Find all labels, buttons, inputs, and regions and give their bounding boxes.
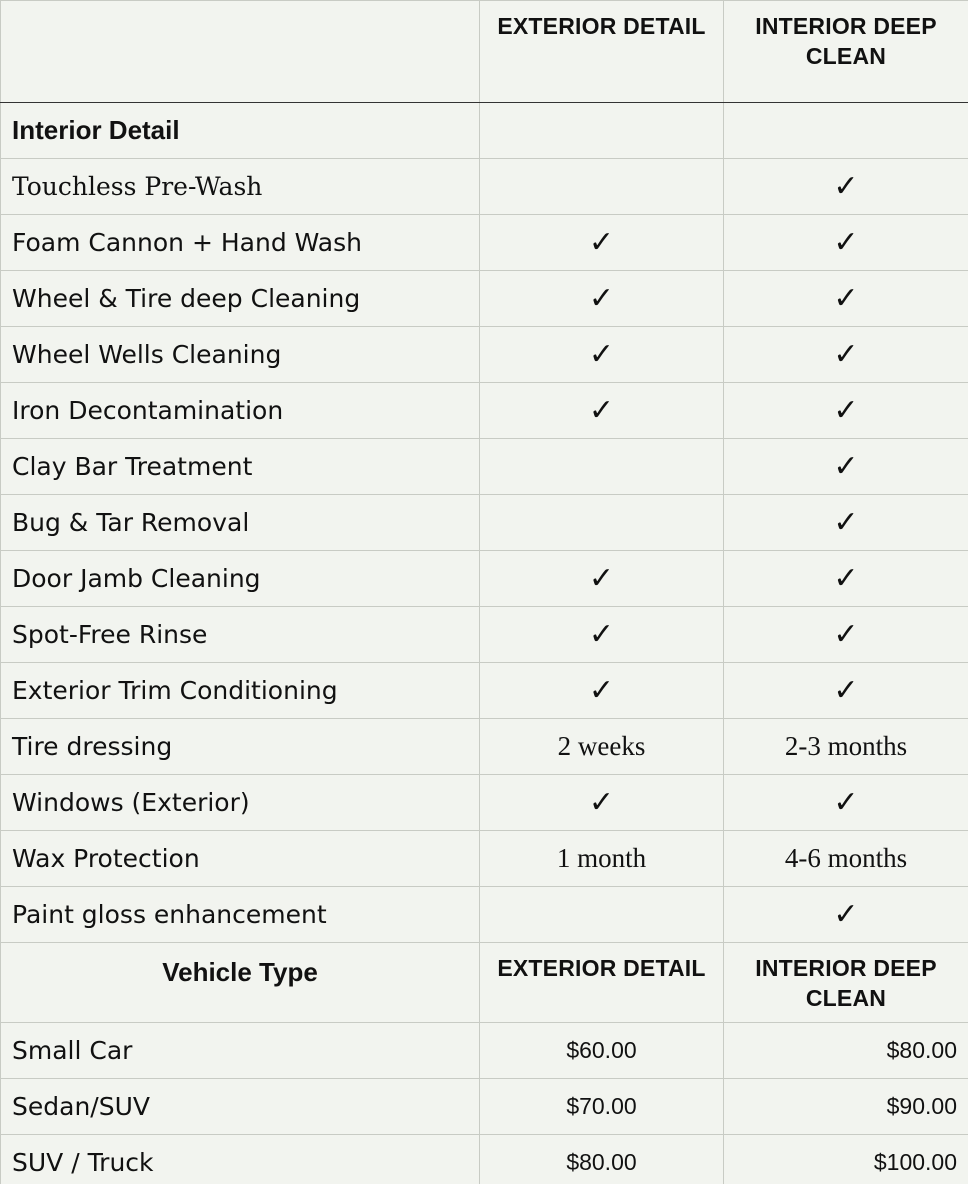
service-row [1, 383, 968, 439]
interior-price: $90.00 [886, 1093, 957, 1119]
service-name: Iron Decontamination [12, 396, 284, 425]
interior-included-check-icon: ✓ [833, 224, 859, 260]
service-name: Clay Bar Treatment [12, 452, 253, 481]
service-row [1, 159, 968, 215]
service-row [1, 719, 968, 775]
exterior-duration: 1 month [556, 843, 647, 873]
interior-included-check-icon: ✓ [833, 896, 859, 932]
pricing-header-row [1, 943, 968, 1023]
service-name: Foam Cannon + Hand Wash [12, 228, 362, 257]
header-empty-cell [1, 1, 480, 103]
interior-included-check-icon: ✓ [833, 504, 859, 540]
service-name: Bug & Tar Removal [12, 508, 250, 537]
exterior-included-check-icon: ✓ [588, 560, 615, 596]
service-name: Exterior Trim Conditioning [12, 676, 338, 705]
interior-included-check-icon: ✓ [833, 616, 859, 652]
header-interior-label: INTERIOR DEEP CLEAN [755, 13, 937, 69]
interior-price: $100.00 [873, 1149, 957, 1175]
pricing-header-interior: INTERIOR DEEP CLEAN [755, 955, 937, 1011]
service-row [1, 327, 968, 383]
interior-price: $80.00 [886, 1037, 957, 1063]
pricing-header-exterior: EXTERIOR DETAIL [497, 955, 706, 981]
vehicle-name: Small Car [12, 1036, 133, 1065]
interior-included-check-icon: ✓ [833, 784, 859, 820]
vehicle-name: Sedan/SUV [12, 1092, 150, 1121]
interior-duration: 2-3 months [784, 731, 908, 761]
service-name: Touchless Pre-Wash [12, 172, 263, 201]
interior-included-check-icon: ✓ [833, 560, 859, 596]
price-row [1, 1135, 968, 1184]
table-header-row [1, 1, 968, 103]
service-row [1, 831, 968, 887]
service-row [1, 271, 968, 327]
service-name: Wheel & Tire deep Cleaning [12, 284, 361, 313]
service-row [1, 439, 968, 495]
section-title-row [1, 103, 968, 159]
exterior-included-check-icon: ✓ [588, 224, 615, 260]
exterior-included-check-icon: ✓ [588, 784, 615, 820]
vehicle-type-header: Vehicle Type [162, 957, 318, 987]
exterior-price: $80.00 [566, 1149, 637, 1175]
service-name: Windows (Exterior) [12, 788, 250, 817]
service-name: Spot-Free Rinse [12, 620, 208, 649]
exterior-included-check-icon: ✓ [588, 392, 615, 428]
service-row [1, 551, 968, 607]
service-row [1, 775, 968, 831]
exterior-price: $60.00 [566, 1037, 637, 1063]
exterior-price: $70.00 [566, 1093, 637, 1119]
section-empty-cell [724, 103, 968, 159]
header-exterior-label: EXTERIOR DETAIL [497, 13, 706, 39]
service-name: Wheel Wells Cleaning [12, 340, 282, 369]
service-row [1, 887, 968, 943]
section-title: Interior Detail [12, 115, 180, 145]
header-interior-deep-clean [724, 1, 968, 103]
price-row [1, 1023, 968, 1079]
interior-included-check-icon: ✓ [833, 448, 859, 484]
interior-included-check-icon: ✓ [833, 392, 859, 428]
exterior-included-check-icon: ✓ [588, 280, 615, 316]
interior-duration: 4-6 months [784, 843, 908, 873]
service-row [1, 607, 968, 663]
service-name: Paint gloss enhancement [12, 900, 327, 929]
vehicle-name: SUV / Truck [12, 1148, 154, 1177]
interior-included-check-icon: ✓ [833, 672, 859, 708]
exterior-duration: 2 weeks [557, 731, 646, 761]
service-name: Tire dressing [12, 732, 173, 761]
interior-included-check-icon: ✓ [833, 336, 859, 372]
service-row [1, 495, 968, 551]
section-empty-cell [480, 103, 724, 159]
interior-included-check-icon: ✓ [833, 168, 859, 204]
service-row [1, 215, 968, 271]
price-row [1, 1079, 968, 1135]
service-row [1, 663, 968, 719]
service-name: Wax Protection [12, 844, 200, 873]
header-exterior-detail [480, 1, 724, 103]
interior-included-check-icon: ✓ [833, 280, 859, 316]
exterior-included-check-icon: ✓ [588, 616, 615, 652]
service-name: Door Jamb Cleaning [12, 564, 261, 593]
exterior-included-check-icon: ✓ [588, 336, 615, 372]
exterior-included-check-icon: ✓ [588, 672, 615, 708]
